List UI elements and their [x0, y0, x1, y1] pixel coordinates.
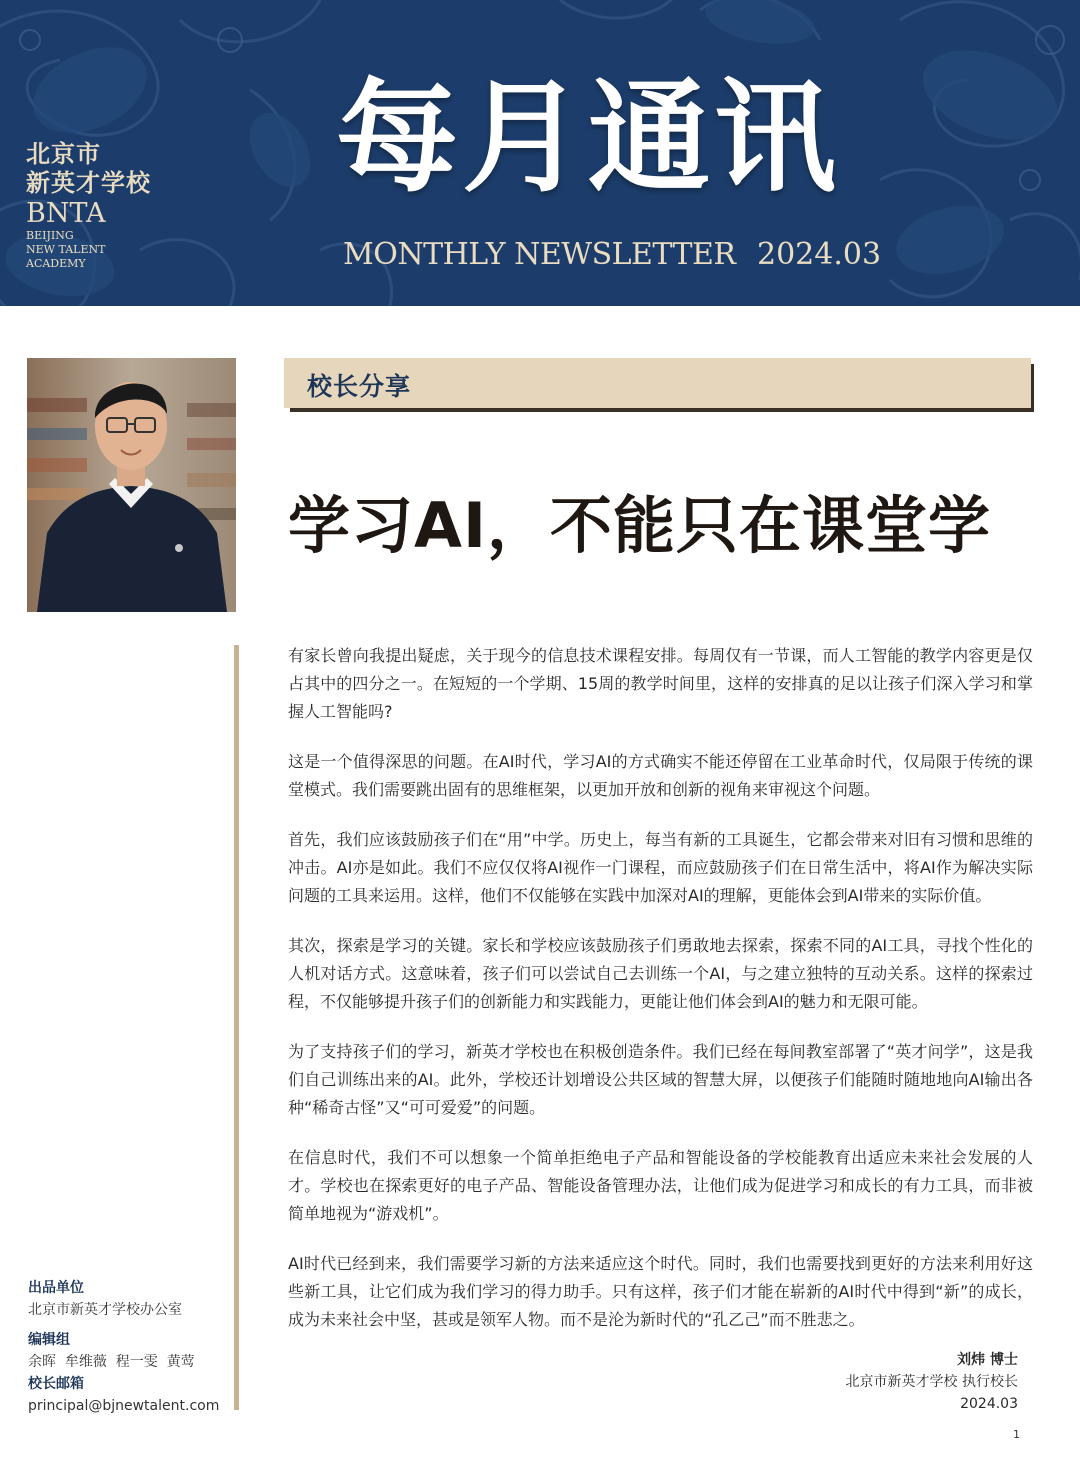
principal-photo	[27, 358, 236, 612]
paragraph: 在信息时代，我们不可以想象一个简单拒绝电子产品和智能设备的学校能教育出适应未来社会发展的人才。学校也在探索更好的电子产品、智能设备管理办法，让他们成为促进学习和成长的有力工具，而非被简单地视为“游戏机”。	[288, 1148, 1033, 1223]
newsletter-title: 每月通讯	[336, 67, 840, 209]
editors-label: 编辑组	[28, 1332, 70, 1348]
school-logo-chinese	[26, 140, 151, 198]
issue-date: 2024.03	[757, 237, 882, 272]
paragraph: 这是一个值得深思的问题。在AI时代，学习AI的方式确实不能还停留在工业革命时代，仅局限于传统的课堂模式。我们需要跳出固有的思维框架，以更加开放和创新的视角来审视这个问题。	[288, 752, 1033, 799]
paragraph: 首先，我们应该鼓励孩子们在“用”中学。历史上，每当有新的工具诞生，它都会带来对旧有习惯和思维的冲击。AI亦是如此。我们不应仅仅将AI视作一门课程，而应鼓励孩子们在日常生活中，将AI作为解决实际问题的工具来运用。这样，他们不仅能够在实践中加深对AI的理解，更能体会到AI带来的实际价值。	[288, 830, 1033, 905]
publisher-label: 出品单位	[28, 1280, 84, 1296]
section-label-text: 校长分享	[307, 372, 412, 401]
credits-block	[28, 1277, 219, 1417]
logo-en-line3: ACADEMY	[26, 257, 86, 270]
signature-title: 北京市新英才学校 执行校长	[845, 1374, 1018, 1390]
paragraph: AI时代已经到来，我们需要学习新的方法来适应这个时代。同时，我们也需要找到更好的方法来利用好这些新工具，让它们成为我们学习的得力助手。只有这样，孩子们才能在崭新的AI时代中得到“新”的成长，成为未来社会中坚，甚或是领军人物。而不是沦为新时代的“孔乙己”而不胜悲之。	[288, 1254, 1033, 1329]
email-link[interactable]: principal@bjnewtalent.com	[28, 1398, 220, 1414]
paragraph: 有家长曾向我提出疑虑，关于现今的信息技术课程安排。每周仅有一节课，而人工智能的教学内容更是仅占其中的四分之一。在短短的一个学期、15周的教学时间里，这样的安排真的足以让孩子们深入学习和掌握人工智能吗?	[288, 646, 1033, 721]
publisher-value: 北京市新英才学校办公室	[28, 1302, 182, 1318]
logo-cn-line2: 新英才学校	[26, 169, 151, 197]
logo-abbr: BNTA	[26, 198, 106, 229]
side-rule	[234, 645, 239, 1410]
page-number: 1	[1013, 1428, 1020, 1441]
paragraph: 为了支持孩子们的学习，新英才学校也在积极创造条件。我们已经在每间教室部署了“英才问学”，这是我们自己训练出来的AI。此外，学校还计划增设公共区域的智慧大屏，以便孩子们能随时随地地向AI输出各种“稀奇古怪”又“可可爱爱”的问题。	[288, 1042, 1033, 1117]
logo-en-line1: BEIJING	[26, 229, 74, 242]
editors-value: 余晖 牟维薇 程一雯 黄莺	[28, 1354, 195, 1370]
email-label: 校长邮箱	[28, 1376, 84, 1392]
newsletter-banner	[0, 0, 1080, 306]
article-headline: 学习AI，不能只在课堂学	[288, 489, 992, 562]
newsletter-subtitle: MONTHLY NEWSLETTER	[343, 237, 736, 272]
logo-cn-line1: 北京市	[26, 140, 101, 168]
logo-en-line2: NEW TALENT	[26, 243, 106, 256]
signature-block	[846, 1349, 1018, 1415]
paragraph: 其次，探索是学习的关键。家长和学校应该鼓励孩子们勇敢地去探索，探索不同的AI工具，寻找个性化的人机对话方式。这意味着，孩子们可以尝试自己去训练一个AI，与之建立独特的互动关系。这样的探索过程，不仅能够提升孩子们的创新能力和实践能力，更能让他们体会到AI的魅力和无限可能。	[288, 936, 1033, 1011]
article-body	[288, 642, 1033, 1356]
signature-date: 2024.03	[960, 1396, 1018, 1412]
signature-name: 刘炜 博士	[957, 1352, 1018, 1368]
section-label	[284, 358, 1031, 408]
logo-english-name	[26, 229, 105, 271]
